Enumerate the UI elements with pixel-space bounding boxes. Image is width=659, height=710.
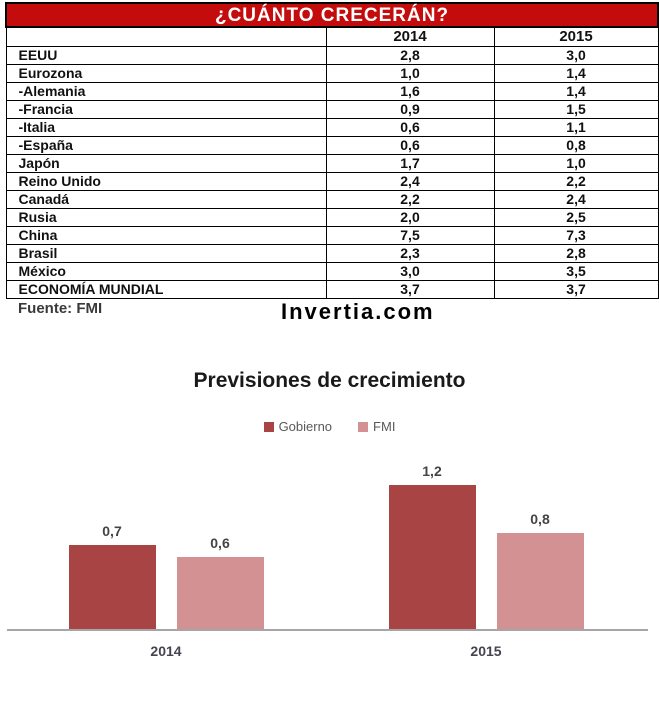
value-2014-cell: 2,8	[326, 46, 494, 64]
column-header-empty	[6, 27, 326, 46]
table-row	[6, 208, 658, 226]
table-row	[6, 190, 658, 208]
value-2015-cell: 2,5	[494, 208, 658, 226]
value-2015-cell: 3,7	[494, 280, 658, 298]
chart-legend	[0, 419, 659, 434]
value-2015-cell: 1,1	[494, 118, 658, 136]
value-2014-cell: 1,6	[326, 82, 494, 100]
bar-fmi-2015	[497, 533, 584, 629]
table-row	[6, 82, 658, 100]
table-title-row	[6, 3, 658, 27]
bar-fmi-2014	[177, 557, 264, 629]
bar-value-label: 0,8	[530, 511, 550, 527]
country-cell: Rusia	[6, 208, 326, 226]
country-cell: -España	[6, 136, 326, 154]
value-2014-cell: 0,6	[326, 118, 494, 136]
value-2015-cell: 3,5	[494, 262, 658, 280]
table-row	[6, 262, 658, 280]
country-cell: China	[6, 226, 326, 244]
country-cell: Reino Unido	[6, 172, 326, 190]
country-cell: Eurozona	[6, 64, 326, 82]
country-cell: ECONOMÍA MUNDIAL	[6, 280, 326, 298]
category-label-2014: 2014	[150, 643, 182, 659]
country-cell: -Italia	[6, 118, 326, 136]
legend-label: Gobierno	[278, 419, 333, 434]
value-2014-cell: 2,2	[326, 190, 494, 208]
value-2015-cell: 3,0	[494, 46, 658, 64]
table-row	[6, 136, 658, 154]
legend-item-fmi	[358, 419, 395, 434]
country-cell: -Francia	[6, 100, 326, 118]
value-2014-cell: 3,0	[326, 262, 494, 280]
growth-forecast-table	[5, 2, 659, 299]
country-cell: EEUU	[6, 46, 326, 64]
country-cell: México	[6, 262, 326, 280]
column-header-2015: 2015	[494, 27, 658, 46]
source-label: Fuente: FMI	[18, 300, 103, 317]
legend-item-gobierno	[264, 419, 332, 434]
value-2014-cell: 2,0	[326, 208, 494, 226]
table-title: ¿CUÁNTO CRECERÁN?	[6, 3, 658, 27]
value-2014-cell: 1,7	[326, 154, 494, 172]
table-column-header-row	[6, 27, 658, 46]
value-2015-cell: 7,3	[494, 226, 658, 244]
bar-value-label: 0,7	[102, 523, 122, 539]
column-header-2014: 2014	[326, 27, 494, 46]
bar-value-label: 1,2	[422, 463, 442, 479]
table-row	[6, 154, 658, 172]
table-row	[6, 118, 658, 136]
country-cell: Canadá	[6, 190, 326, 208]
value-2014-cell: 0,9	[326, 100, 494, 118]
value-2015-cell: 1,0	[494, 154, 658, 172]
table-row	[6, 46, 658, 64]
legend-swatch-icon	[264, 422, 274, 432]
value-2015-cell: 1,4	[494, 82, 658, 100]
country-cell: Japón	[6, 154, 326, 172]
value-2014-cell: 7,5	[326, 226, 494, 244]
value-2014-cell: 0,6	[326, 136, 494, 154]
value-2015-cell: 1,5	[494, 100, 658, 118]
legend-label: FMI	[373, 419, 396, 434]
value-2015-cell: 2,8	[494, 244, 658, 262]
bar-chart	[0, 355, 659, 685]
table-row	[6, 280, 658, 298]
x-axis-line	[7, 629, 648, 631]
value-2015-cell: 2,4	[494, 190, 658, 208]
country-cell: -Alemania	[6, 82, 326, 100]
legend-swatch-icon	[358, 422, 368, 432]
value-2014-cell: 1,0	[326, 64, 494, 82]
watermark-invertia: Invertia.com	[281, 299, 435, 324]
value-2015-cell: 2,2	[494, 172, 658, 190]
bar-gobierno-2015	[389, 485, 476, 629]
value-2015-cell: 1,4	[494, 64, 658, 82]
table-body	[6, 46, 658, 298]
chart-title: Previsiones de crecimiento	[193, 369, 466, 392]
bar-value-label: 0,6	[210, 535, 230, 551]
value-2014-cell: 2,4	[326, 172, 494, 190]
table-row	[6, 226, 658, 244]
category-label-2015: 2015	[470, 643, 502, 659]
country-cell: Brasil	[6, 244, 326, 262]
bar-gobierno-2014	[69, 545, 156, 629]
value-2014-cell: 3,7	[326, 280, 494, 298]
table-row	[6, 64, 658, 82]
value-2014-cell: 2,3	[326, 244, 494, 262]
table-row	[6, 244, 658, 262]
table-row	[6, 100, 658, 118]
table-row	[6, 172, 658, 190]
value-2015-cell: 0,8	[494, 136, 658, 154]
